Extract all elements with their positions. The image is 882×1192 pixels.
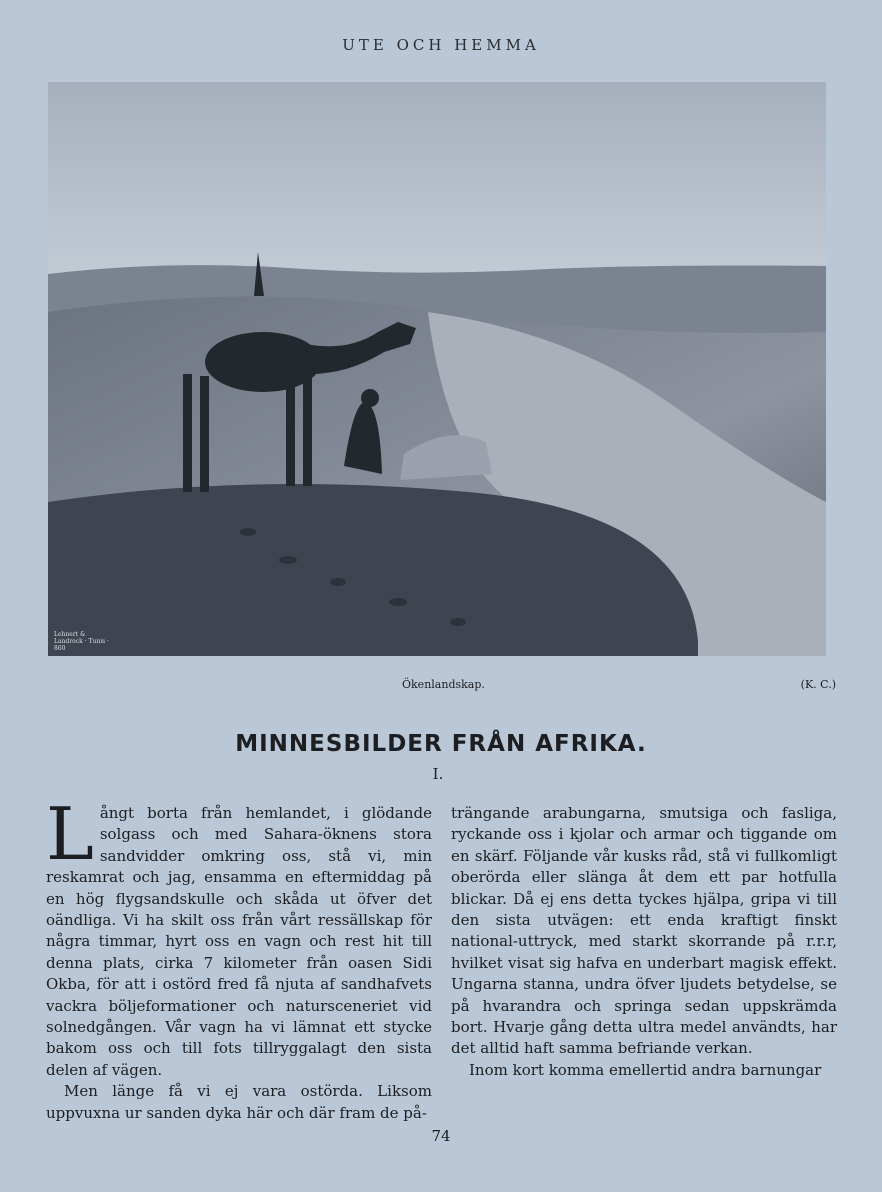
desert-photograph bbox=[48, 82, 826, 656]
page-number: 74 bbox=[431, 1127, 451, 1145]
article-title: MINNESBILDER FRÅN AFRIKA. bbox=[235, 731, 647, 757]
figure-credit: (K. C.) bbox=[800, 678, 836, 691]
paragraph-1 bbox=[46, 792, 432, 1081]
desert-scene-illustration bbox=[48, 82, 826, 656]
photographer-stamp: Lehnert & Landrock · Tunis · 860 bbox=[54, 631, 110, 652]
figure-caption-row bbox=[0, 678, 882, 692]
figure-caption: Ökenlandskap. bbox=[402, 678, 485, 691]
part-number: I. bbox=[432, 765, 444, 783]
paragraph-4: Inom kort komma emellertid andra barnungar bbox=[469, 1060, 822, 1079]
paragraph-2: Men länge få vi ej vara ostörda. Liksom uppvuxna ur sanden dyka här och där fram de på- bbox=[46, 1082, 432, 1122]
paragraph-3: trängande arabungarna, smutsiga och fasliga, ryckande oss i kjolar och armar och tiggande om en skärf. Följande vår kusks råd, stå vi fullkomligt oberörda eller slänga åt dem ett par hotfulla blickar. Då ej ens detta tyckes hjälpa, gripa vi till den sista utvägen: ett enda kraftigt finskt national-uttryck, med starkt skorrande på r.r.r, hvilket visat sig hafva en underbart magisk effekt. Ungarna stanna, undra öfver ljudets betydelse, se på hvarandra och springa sedan uppskrämda bort. Hvarje gång detta ultra medel användts, har det alltid haft samma befriande verkan. bbox=[451, 804, 837, 1058]
left-column bbox=[46, 792, 432, 1124]
right-column bbox=[451, 803, 837, 1081]
paragraph-1-text: ångt borta från hemlandet, i glödande solgass och med Sahara-öknens stora sandvidder omkring oss, stå vi, min reskamrat och jag, ensamma en eftermiddag på en hög flygsandskulle och skåda ut öfver det oändliga. Vi ha skilt oss från vårt ressällskap för några timmar, hyrt oss en vagn och rest hit till denna plats, cirka 7 kilometer från oasen Sidi Okba, för att i ostörd fred få njuta af sandhafvets vackra böljeformationer och natursceneriet vid solnedgången. Vår vagn ha vi lämnat ett stycke bakom oss och till fots tillryggalagt den sista delen af vägen. bbox=[46, 804, 432, 1079]
drop-cap: L bbox=[46, 792, 94, 876]
running-head: UTE OCH HEMMA bbox=[342, 36, 540, 54]
